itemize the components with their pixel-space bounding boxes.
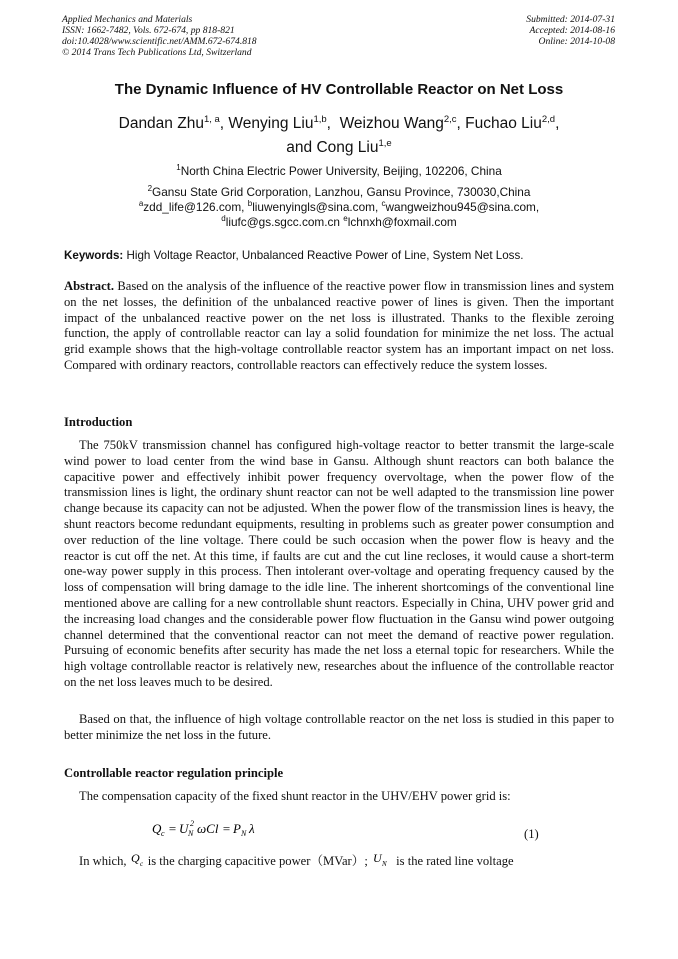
svg-text:ωCl: ωCl [197, 821, 219, 836]
svg-text:U: U [372, 851, 382, 865]
svg-text:=: = [222, 821, 231, 836]
author-sup: 2,c [443, 113, 457, 125]
email-sup: e [343, 214, 348, 224]
journal-name: Applied Mechanics and Materials [62, 14, 193, 25]
email-line-2 [30, 215, 648, 229]
svg-text:Q: Q [130, 851, 140, 865]
author-sup: 2,d [541, 113, 556, 125]
svg-text:N: N [241, 829, 247, 838]
svg-text:Q: Q [152, 821, 162, 836]
email-address: zdd_life@126.com, [143, 200, 248, 214]
keywords [64, 249, 616, 262]
author-sup: 1,b [313, 113, 327, 125]
svg-text:P: P [233, 821, 241, 836]
symbol-qc-image [130, 850, 148, 868]
journal-info [62, 14, 257, 58]
author-name: and Cong Liu [286, 139, 379, 156]
email-sup: b [247, 199, 253, 209]
paper-title: The Dynamic Influence of HV Controllable Reactor on Net Loss [114, 81, 564, 98]
svg-text:2: 2 [190, 819, 194, 828]
copyright-line: © 2014 Trans Tech Publications Ltd, Switzerland [62, 47, 252, 58]
email-line-1 [30, 200, 648, 214]
email-sup: d [221, 214, 226, 224]
section-paragraph: The compensation capacity of the fixed shunt reactor in the UHV/EHV power grid is: [79, 789, 511, 803]
author-list: Dandan Zhu$^{1, a}$, Wenying Liu$^{1,b}$, Weizhou Wang$^{2,c}$, Fuchao Liu$^{2,d}$, and Cong Liu$^{1,e}$ [118, 113, 560, 156]
email-address: liuwenyingls@sina.com, [252, 200, 382, 214]
equation-1 [150, 818, 280, 842]
symbol-un-image [371, 850, 393, 868]
introduction-paragraph-2: Based on that, the influence of high voltage controllable reactor on the net loss is studied in this paper to better minimize the net loss in the future. [64, 712, 614, 742]
author-name: Fuchao Liu [465, 115, 542, 132]
equation-1-image [150, 818, 280, 838]
equation-number: (1) [524, 827, 539, 841]
submitted-date: Submitted: 2014-07-31 [526, 14, 615, 25]
abstract [64, 279, 614, 374]
online-date: Online: 2014-10-08 [538, 36, 615, 47]
affiliation-2 [30, 185, 648, 199]
accepted-date: Accepted: 2014-08-16 [529, 25, 615, 36]
keywords-label: Keywords: [64, 249, 124, 262]
svg-text:N: N [188, 829, 194, 838]
svg-text:N: N [381, 860, 387, 868]
keywords-text: High Voltage Reactor, Unbalanced Reactive Power of Line, System Net Loss. [126, 249, 524, 262]
affiliation-sup: 2 [147, 184, 153, 194]
author-sup: 1, a [203, 113, 220, 125]
abstract-label: Abstract. [64, 279, 115, 293]
svg-text:c: c [139, 860, 143, 868]
affiliation-text: Gansu State Grid Corporation, Lanzhou, Gansu Province, 730030,China [152, 185, 531, 199]
author-name: Dandan Zhu [118, 115, 204, 132]
svg-text:U: U [179, 821, 189, 836]
svg-text:=: = [168, 821, 177, 836]
doi-line: doi:10.4028/www.scientific.net/AMM.672-674.818 [62, 36, 257, 47]
author-name: Weizhou Wang [339, 115, 444, 132]
dates-info [526, 14, 615, 47]
in-which-label: In which, [79, 854, 127, 868]
qc-description: is the charging capacitive power（MVar）; [147, 854, 368, 868]
affiliation-text: North China Electric Power University, Beijing, 102206, China [180, 164, 502, 178]
email-address: lchnxh@foxmail.com [347, 215, 457, 229]
email-sup: c [381, 199, 386, 209]
affiliation-1 [30, 164, 648, 178]
svg-text:c: c [161, 829, 165, 838]
author-name: Wenying Liu [228, 115, 314, 132]
email-address: liufc@gs.sgcc.com.cn [225, 215, 344, 229]
affiliation-sup: 1 [176, 163, 181, 173]
introduction-heading: Introduction [64, 415, 133, 429]
abstract-text: Based on the analysis of the influence of the reactive power flow in transmission lines and system on the net losses, the definition of the unbalanced reactive power of lines is given. Then the important impact of the unbalanced reactive power on the net loss is illustrated. Thanks to the flexible zeroing function, the apply of controllable reactor can lay a solid foundation for minimize the net loss. The actual grid example shows that the high-voltage controllable reactor system has an important impact on net loss. Compared with ordinary reactors, controllable reactors can effectively reduce the system losses. [64, 279, 614, 372]
introduction-paragraph-1: The 750kV transmission channel has configured high-voltage reactor to better transmit the large-scale wind power to load center from the wind base in Gansu. Although shunt reactors can both balance the capacitive power and effectively inhibit power frequency overvoltage, when the power flow of the transmission lines is light, the ordinary shunt reactor can not be well adapted to the transmission line power change because its capacity can not be adjusted. When the power flow of the transmission lines is heavy, the shunt reactors become redundant equipments, resulting in problems such as greater power consumption and over reduction of the line voltage. There could be such occasion when the power flow is heavy and the reactor is cut off the net. At this time, if faults are cut and the cut line recloses, it would cause a short-term one-way power supply in this process. Then intolerant over-voltage and operating frequency caused by the loss of compensation will bring damage to the idle line. The inherent shortcomings of the conventional line mentioned above are calling for a new controllable shunt reactors. Especially in China, UHV power grid and the increasing load changes and the considerable power flow fluctuation in the Gansu wind power outgoing channel determined that the conventional reactor can not meet the demand of reactive power regulation. Pursuing of economic benefits after security has made the net loss a eternal topic for researchers. While the high voltage controllable reactor is relatively new, researches about the influence of the controllable reactor on the net loss leaves much to be desired. [64, 438, 614, 689]
email-sup: a [138, 199, 144, 209]
un-description: is the rated line voltage [396, 854, 514, 868]
email-address: wangweizhou945@sina.com, [385, 200, 540, 214]
issn-line: ISSN: 1662-7482, Vols. 672-674, pp 818-821 [62, 25, 235, 36]
svg-text:λ: λ [249, 821, 255, 836]
in-which-line [79, 850, 614, 870]
section-heading: Controllable reactor regulation principle [64, 766, 284, 780]
author-sup: 1,e [378, 137, 392, 149]
